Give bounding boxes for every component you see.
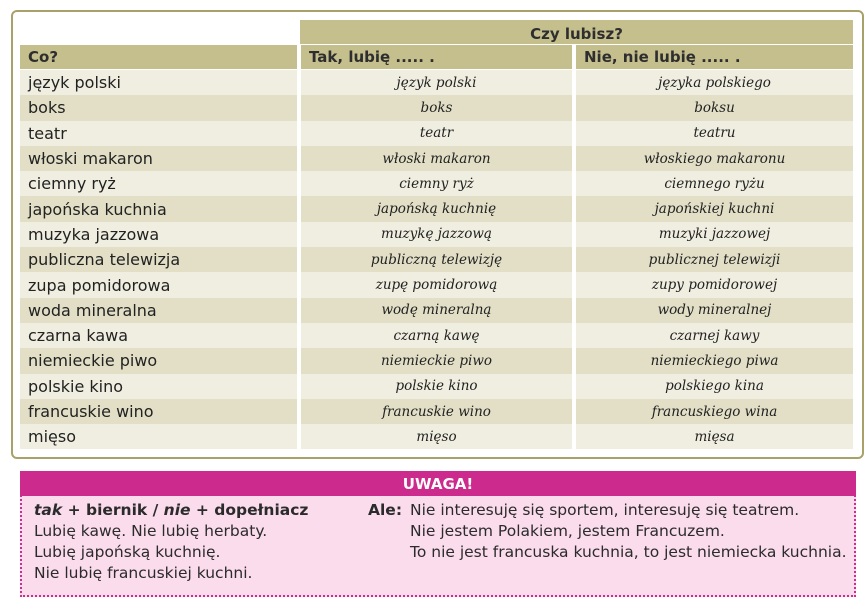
table-row	[20, 121, 853, 146]
column-header-tak: Tak, lubię ..... .	[301, 45, 572, 69]
cell-co: ciemny ryż	[20, 171, 297, 196]
cell-tak: mięso	[301, 424, 572, 449]
cell-tak: czarną kawę	[301, 323, 572, 348]
table-row	[20, 424, 853, 449]
cell-tak: teatr	[301, 121, 572, 146]
cell-co: boks	[20, 95, 297, 120]
column-header-row	[20, 45, 853, 69]
note-example: Nie interesuję się sportem, interesuję się teatrem.	[410, 501, 800, 519]
note-example: To nie jest francuska kuchnia, to jest niemiecka kuchnia.	[410, 543, 847, 561]
cell-nie: języka polskiego	[576, 70, 853, 95]
note-title: UWAGA!	[20, 471, 856, 496]
column-header-nie: Nie, nie lubię ..... .	[576, 45, 853, 69]
cell-tak: japońską kuchnię	[301, 196, 572, 221]
cell-nie: polskiego kina	[576, 374, 853, 399]
cell-co: francuskie wino	[20, 399, 297, 424]
cell-nie: boksu	[576, 95, 853, 120]
ale-label: Ale:	[368, 501, 403, 519]
cell-nie: włoskiego makaronu	[576, 146, 853, 171]
cell-co: niemieckie piwo	[20, 348, 297, 373]
table-row	[20, 298, 853, 323]
cell-co: publiczna telewizja	[20, 247, 297, 272]
note-example: Lubię kawę. Nie lubię herbaty.	[34, 522, 268, 540]
cell-tak: boks	[301, 95, 572, 120]
table-row	[20, 374, 853, 399]
cell-nie: mięsa	[576, 424, 853, 449]
note-example: Nie jestem Polakiem, jestem Francuzem.	[410, 522, 725, 540]
cell-tak: język polski	[301, 70, 572, 95]
cell-co: mięso	[20, 424, 297, 449]
cell-tak: niemieckie piwo	[301, 348, 572, 373]
cell-nie: muzyki jazzowej	[576, 222, 853, 247]
note-right-column	[368, 500, 847, 563]
cell-co: włoski makaron	[20, 146, 297, 171]
group-header	[300, 20, 853, 44]
cell-co: teatr	[20, 121, 297, 146]
note-ale-line	[368, 500, 847, 521]
cell-tak: włoski makaron	[301, 146, 572, 171]
table-body	[20, 70, 853, 449]
note-example: Lubię japońską kuchnię.	[34, 543, 221, 561]
cell-nie: czarnej kawy	[576, 323, 853, 348]
cell-tak: polskie kino	[301, 374, 572, 399]
table-row	[20, 171, 853, 196]
cell-co: zupa pomidorowa	[20, 272, 297, 297]
cell-co: polskie kino	[20, 374, 297, 399]
table-row	[20, 348, 853, 373]
cell-co: język polski	[20, 70, 297, 95]
cell-tak: ciemny ryż	[301, 171, 572, 196]
cell-tak: muzykę jazzową	[301, 222, 572, 247]
rule-nie: nie	[163, 501, 191, 519]
table-row	[20, 399, 853, 424]
table-row	[20, 323, 853, 348]
note-example: Nie lubię francuskiej kuchni.	[34, 564, 253, 582]
note-left-column	[34, 500, 308, 584]
table-row	[20, 196, 853, 221]
rule-tak: tak	[34, 501, 63, 519]
rule-plus2: + dopełniacz	[190, 501, 309, 519]
table-row	[20, 247, 853, 272]
table-row	[20, 272, 853, 297]
table-row	[20, 222, 853, 247]
cell-nie: francuskiego wina	[576, 399, 853, 424]
cell-tak: francuskie wino	[301, 399, 572, 424]
cell-co: czarna kawa	[20, 323, 297, 348]
cell-nie: zupy pomidorowej	[576, 272, 853, 297]
cell-tak: zupę pomidorową	[301, 272, 572, 297]
cell-nie: teatru	[576, 121, 853, 146]
cell-tak: wodę mineralną	[301, 298, 572, 323]
table-row	[20, 146, 853, 171]
cell-tak: publiczną telewizję	[301, 247, 572, 272]
column-header-co: Co?	[20, 45, 297, 69]
cell-co: woda mineralna	[20, 298, 297, 323]
rule-plus1: + biernik /	[62, 501, 164, 519]
table-row	[20, 70, 853, 95]
cell-nie: niemieckiego piwa	[576, 348, 853, 373]
cell-nie: wody mineralnej	[576, 298, 853, 323]
group-header-label: Czy lubisz?	[530, 25, 623, 43]
table-row	[20, 95, 853, 120]
cell-co: japońska kuchnia	[20, 196, 297, 221]
note-rule	[34, 500, 308, 521]
cell-nie: japońskiej kuchni	[576, 196, 853, 221]
cell-nie: ciemnego ryżu	[576, 171, 853, 196]
cell-co: muzyka jazzowa	[20, 222, 297, 247]
cell-nie: publicznej telewizji	[576, 247, 853, 272]
